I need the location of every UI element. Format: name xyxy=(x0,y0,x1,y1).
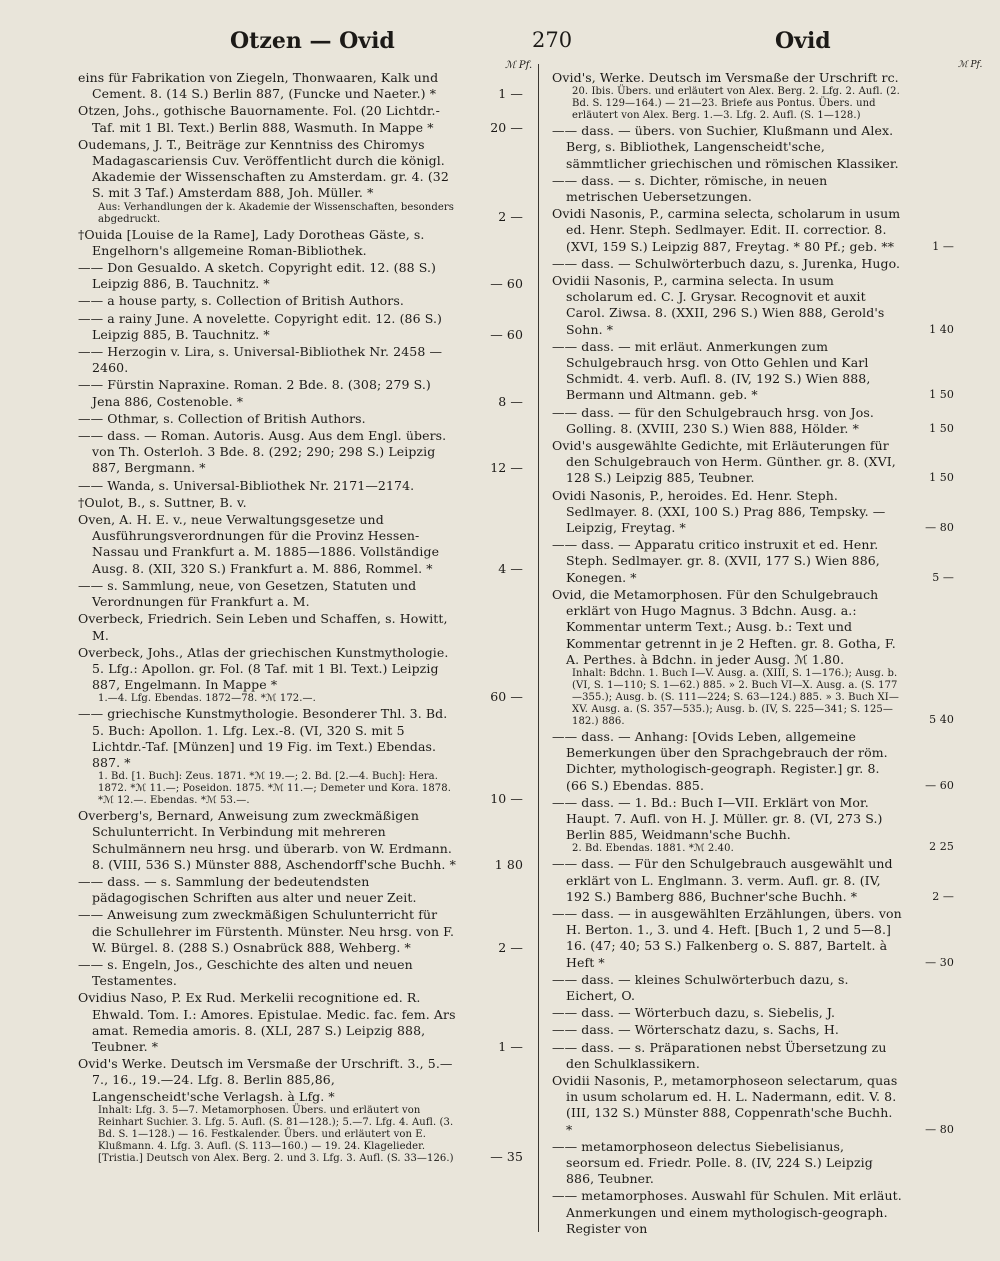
entry-note: Inhalt: Lfg. 3. 5—7. Metamorphosen. Übers. und erläutert von Reinhart Suchier. 3. Lfg. 5. Aufl. (S. 81—128.); 5.—7. Lfg. 4. Aufl. (3. Bd. S. 1—128.) — 16. Festkalender. Übers. und erläutert von E. Klußmann. 4. Lfg. 3. Aufl. (S. 113—160.) — 19. 24. Klagelieder. [Tristia.] Deutsch von Alex. Berg. 2. und 3. Lfg. 3. Aufl. (S. 33—126.) xyxy=(98,1104,454,1164)
entry-note: Aus: Verhandlungen der k. Akademie der Wissenschaften, besonders abgedruckt. xyxy=(98,201,454,225)
catalog-entry xyxy=(552,488,954,537)
entry-price: — 60 xyxy=(490,326,523,342)
catalog-entry xyxy=(78,907,523,956)
catalog-entry xyxy=(78,227,523,259)
page-header xyxy=(40,28,960,62)
entry-price: 5 — xyxy=(932,570,954,584)
column-divider xyxy=(538,64,539,1232)
entry-price: 1 80 xyxy=(494,856,523,872)
catalog-entry xyxy=(552,972,954,1004)
entry-price: 12 — xyxy=(490,460,523,476)
entry-text: Ovid's Werke. Deutsch im Versmaße der Urschrift. 3., 5.—7., 16., 19.—24. Lfg. 8. Berlin 885,86, Langenscheidt'sche Verlagsh. à Lfg. * xyxy=(78,1056,453,1104)
entry-text: Otzen, Johs., gothische Bauornamente. Fol. (20 Lichtdr.-Taf. mit 1 Bl. Text.) Berlin 888, Wasmuth. In Mappe * xyxy=(78,103,440,135)
catalog-entry xyxy=(78,578,523,610)
catalog-entry xyxy=(552,339,954,404)
catalog-entry xyxy=(552,173,954,205)
entry-text: Ovidi Nasonis, P., carmina selecta, scholarum in usum ed. Henr. Steph. Sedlmayer. Edit. II. correctior. 8. (XVI, 159 S.) Leipzig 887, Freytag. * 80 Pf.; geb. ** xyxy=(552,206,901,254)
entry-note: 1. Bd. [1. Buch]: Zeus. 1871. *ℳ 19.—; 2. Bd. [2.—4. Buch]: Hera. 1872. *ℳ 11.—; Poseidon. 1875. *ℳ 11.—; Demeter und Kora. 1878. *ℳ 12.—. Ebendas. *ℳ 53.—. xyxy=(98,771,452,807)
catalog-entry xyxy=(78,103,523,135)
entry-price: 2 — xyxy=(932,889,954,903)
entry-text: —— Othmar, s. Collection of British Authors. xyxy=(78,410,366,426)
catalog-entry xyxy=(78,478,523,494)
catalog-entry xyxy=(78,293,523,309)
catalog-entry xyxy=(78,512,523,577)
entry-text: —— dass. — Wörterbuch dazu, s. Siebelis, J. xyxy=(552,1005,836,1021)
catalog-entry xyxy=(78,957,523,989)
entry-text: —— a house party, s. Collection of British Authors. xyxy=(78,293,404,309)
catalog-entry xyxy=(78,495,523,511)
right-column xyxy=(552,70,954,1238)
entry-text: Overberg's, Bernard, Anweisung zum zweckmäßigen Schulunterricht. In Verbindung mit mehreren Schulmännern neu hrsg. und überarb. von W. Erdmann. 8. (VIII, 536 S.) Münster 888, Aschendorff'sche Buchh. * xyxy=(78,808,456,872)
catalog-entry xyxy=(552,537,954,586)
entry-text: Ovidii Nasonis, P., carmina selecta. In usum scholarum ed. C. J. Grysar. Recognovit et auxit Carol. Ziwsa. 8. (XXII, 296 S.) Wien 888, Gerold's Sohn. * xyxy=(552,273,885,337)
entry-text: —— dass. — Anhang: [Ovids Leben, allgemeine Bemerkungen über den Sprachgebrauch der röm. Dichter, mythologisch-geograph. Register.] gr. 8. (66 S.) Ebendas. 885. xyxy=(552,728,888,793)
entry-text: Oven, A. H. E. v., neue Verwaltungsgesetze und Ausführungsverordnungen für die Provinz Hessen-Nassau und Frankfurt a. M. 1885—1886. Vollständige Ausg. 8. (XII, 320 S.) Frankfurt a. M. 886, Rommel. * xyxy=(78,512,440,576)
entry-price: 1 — xyxy=(498,1038,523,1054)
catalog-entry xyxy=(552,906,954,971)
entry-note: 1.—4. Lfg. Ebendas. 1872—78. *ℳ 172.—. xyxy=(98,693,316,705)
entry-price: 2 — xyxy=(498,939,523,955)
entry-text: —— Don Gesualdo. A sketch. Copyright edit. 12. (88 S.) Leipzig 886, B. Tauchnitz. * xyxy=(78,260,437,292)
catalog-entry xyxy=(552,206,954,255)
currency-header-left: ℳ Pf. xyxy=(505,60,533,71)
catalog-entry xyxy=(552,438,954,487)
entry-text: —— a rainy June. A novelette. Copyright edit. 12. (86 S.) Leipzig 885, B. Tauchnitz. * xyxy=(78,310,443,342)
left-column xyxy=(78,70,523,1166)
entry-text: Ovidi Nasonis, P., heroides. Ed. Henr. Steph. Sedlmayer. 8. (XXI, 100 S.) Prag 886, Tempsky. — Leipzig, Freytag. * xyxy=(552,487,886,536)
entry-text: —— dass. — für den Schulgebrauch hrsg. von Jos. Golling. 8. (XVIII, 230 S.) Wien 888, Hölder. * xyxy=(552,404,874,436)
catalog-entry xyxy=(552,70,954,122)
header-left-title: Otzen — Ovid xyxy=(230,28,395,54)
catalog-entry xyxy=(552,1005,954,1021)
entry-text: —— Herzogin v. Lira, s. Universal-Bibliothek Nr. 2458 — 2460. xyxy=(78,344,443,376)
entry-text: —— dass. — Wörterschatz dazu, s. Sachs, H. xyxy=(552,1022,839,1038)
currency-header-right: ℳ Pf. xyxy=(958,60,983,70)
entry-text: —— dass. — Für den Schulgebrauch ausgewählt und erklärt von L. Englmann. 3. verm. Aufl. gr. 8. (IV, 192 S.) Bamberg 886, Buchner'sche Buchh. * xyxy=(552,856,893,904)
catalog-entry xyxy=(552,1139,954,1188)
catalog-entry xyxy=(552,1073,954,1138)
entry-price: 1 50 xyxy=(929,421,954,435)
catalog-entry xyxy=(78,311,523,343)
entry-price: — 60 xyxy=(925,778,954,792)
catalog-entry xyxy=(78,428,523,477)
catalog-entry xyxy=(78,344,523,376)
entry-text: —— s. Engeln, Jos., Geschichte des alten und neuen Testamentes. xyxy=(78,956,413,989)
entry-text: Overbeck, Friedrich. Sein Leben und Schaffen, s. Howitt, M. xyxy=(78,611,448,643)
entry-price: — 80 xyxy=(925,521,954,535)
entry-text: —— metamorphoseon delectus Siebelisianus, seorsum ed. Friedr. Polle. 8. (IV, 224 S.) Leipzig 886, Teubner. xyxy=(552,1138,873,1187)
catalog-entry xyxy=(552,856,954,905)
catalog-entry xyxy=(78,137,523,226)
catalog-entry xyxy=(552,587,954,728)
entry-note: 20. Ibis. Übers. und erläutert von Alex. Berg. 2. Lfg. 2. Aufl. (2. Bd. S. 129—164.) — 21—23. Briefe aus Pontus. Übers. und erläutert von Alex. Berg. 1.—3. Lfg. 2. Aufl. (S. 1—128.) xyxy=(572,86,900,122)
entry-text: Ovid, die Metamorphosen. Für den Schulgebrauch erklärt von Hugo Magnus. 3 Bdchn. Ausg. a.: Kommentar unterm Text.; Ausg. b.: Text und Kommentar getrennt in je 2 Heften. gr. 8. Gotha, F. A. Perthes. à Bdchn. in jeder Ausg. ℳ 1.80. xyxy=(552,586,896,667)
catalog-entry xyxy=(552,123,954,172)
entry-text: —— dass. — s. Dichter, römische, in neuen metrischen Uebersetzungen. xyxy=(552,172,828,205)
catalog-entry xyxy=(552,1022,954,1038)
entry-text: Overbeck, Johs., Atlas der griechischen Kunstmythologie. 5. Lfg.: Apollon. gr. Fol. (8 Taf. mit 1 Bl. Text.) Leipzig 887, Engelmann. In Mappe * xyxy=(78,644,449,693)
catalog-entry xyxy=(78,70,523,102)
entry-text: —— s. Sammlung, neue, von Gesetzen, Statuten und Verordnungen für Frankfurt a. M. xyxy=(78,577,417,610)
entry-price: 5 40 xyxy=(929,712,954,726)
entry-text: —— dass. — in ausgewählten Erzählungen, übers. von H. Berton. 1., 3. und 4. Heft. [Buch 1, 2 und 5—8.] 16. (47; 40; 53 S.) Falkenberg o. S. 887, Bartelt. à Heft * xyxy=(552,905,902,970)
catalog-entry xyxy=(552,795,954,856)
entry-price: 4 — xyxy=(498,560,523,576)
entry-note: 2. Bd. Ebendas. 1881. *ℳ 2.40. xyxy=(572,843,734,855)
catalog-entry xyxy=(552,405,954,437)
entry-text: —— dass. — mit erläut. Anmerkungen zum Schulgebrauch hrsg. von Otto Gehlen und Karl Schmidt. 4. verb. Aufl. 8. (IV, 192 S.) Wien 888, Bermann und Altmann. geb. * xyxy=(552,338,871,403)
catalog-entry xyxy=(552,1040,954,1072)
catalog-entry xyxy=(78,611,523,643)
entry-text: —— Anweisung zum zweckmäßigen Schulunterricht für die Schullehrer im Fürstenth. Münster. Neu hrsg. von F. W. Bürgel. 8. (288 S.) Osnabrück 888, Wehberg. * xyxy=(78,907,455,955)
entry-text: —— dass. — s. Präparationen nebst Übersetzung zu den Schulklassikern. xyxy=(552,1039,887,1071)
catalog-entry xyxy=(552,1188,954,1237)
entry-price: — 35 xyxy=(490,1148,523,1164)
entry-text: —— dass. — Schulwörterbuch dazu, s. Jurenka, Hugo. xyxy=(552,255,901,271)
entry-price: 8 — xyxy=(498,393,523,409)
entry-price: 1 — xyxy=(498,86,523,102)
entry-price: 2 25 xyxy=(929,840,954,854)
entry-price: 1 50 xyxy=(929,388,954,402)
catalog-entry xyxy=(78,808,523,873)
entry-text: —— dass. — 1. Bd.: Buch I—VII. Erklärt von Mor. Haupt. 7. Aufl. von H. J. Müller. gr. 8. (VI, 273 S.) Berlin 885, Weidmann'sche Buchh. xyxy=(552,794,883,843)
entry-text: Ovidius Naso, P. Ex Rud. Merkelii recognitione ed. R. Ehwald. Tom. I.: Amores. Epistulae. Medic. fac. fem. Ars amat. Remedia amoris. 8. (XLI, 287 S.) Leipzig 888, Teubner. * xyxy=(78,990,456,1054)
entry-text: —— griechische Kunstmythologie. Besonderer Thl. 3. Bd. 5. Buch: Apollon. 1. Lfg. Lex.-8. (VI, 320 S. mit 5 Lichtdr.-Taf. [Münzen] und 19 Fig. im Text.) Ebendas. 887. * xyxy=(78,706,448,770)
entry-text: —— dass. — übers. von Suchier, Klußmann und Alex. Berg, s. Bibliothek, Langenscheidt'sche, sämmtlicher griechischen und römischen Klassiker. xyxy=(552,123,899,171)
entry-price: 10 — xyxy=(490,790,523,806)
entry-text: —— dass. — Roman. Autoris. Ausg. Aus dem Engl. übers. von Th. Osterloh. 3 Bde. 8. (292; 290; 298 S.) Leipzig 887, Bergmann. * xyxy=(78,428,447,476)
catalog-entry xyxy=(78,874,523,906)
entry-text: Ovidii Nasonis, P., metamorphoseon selectarum, quas in usum scholarum ed. H. L. Nadermann, edit. V. 8. (III, 132 S.) Münster 888, Coppenrath'sche Buchh. * xyxy=(552,1072,898,1137)
catalog-entry xyxy=(78,706,523,807)
page-number: 270 xyxy=(532,28,573,52)
entry-text: †Ouida [Louise de la Rame], Lady Dorotheas Gäste, s. Engelhorn's allgemeine Roman-Bibliothek. xyxy=(78,226,425,258)
entry-text: —— dass. — Apparatu critico instruxit et ed. Henr. Steph. Sedlmayer. gr. 8. (XVII, 177 S.) Wien 886, Konegen. * xyxy=(552,537,880,585)
entry-price: 60 — xyxy=(490,689,523,705)
entry-price: 20 — xyxy=(490,119,523,135)
entry-text: —— dass. — kleines Schulwörterbuch dazu, s. Eichert, O. xyxy=(552,971,849,1003)
catalog-entry xyxy=(78,1056,523,1165)
entry-text: Ovid's ausgewählte Gedichte, mit Erläuterungen für den Schulgebrauch von Herm. Günther. gr. 8. (XVI, 128 S.) Leipzig 885, Teubner. xyxy=(552,438,896,486)
entry-text: —— metamorphoses. Auswahl für Schulen. Mit erläut. Anmerkungen und einem mythologisch-geograph. Register von xyxy=(552,1188,902,1236)
catalog-entry xyxy=(78,990,523,1055)
entry-price: — 60 xyxy=(490,276,523,292)
catalog-entry xyxy=(552,273,954,338)
catalog-entry xyxy=(552,729,954,794)
entry-text: —— Fürstin Napraxine. Roman. 2 Bde. 8. (308; 279 S.) Jena 886, Costenoble. * xyxy=(78,377,431,409)
catalog-entry xyxy=(78,260,523,292)
entry-price: 2 — xyxy=(498,209,523,225)
catalog-entry xyxy=(78,377,523,409)
entry-note: Inhalt: Bdchn. 1. Buch I—V. Ausg. a. (XIII, S. 1—176.); Ausg. b. (VI, S. 1—110; S. 1—62.) 885. » 2. Buch VI—X. Ausg. a. (S. 177—355.); Ausg. b. (S. 111—224; S. 63—124.) 885. » 3. Buch XI—XV. Ausg. a. (S. 357—535.); Ausg. b. (IV, S. 225—341; S. 125—182.) 886. xyxy=(572,667,899,727)
entry-text: eins für Fabrikation von Ziegeln, Thonwaaren, Kalk und Cement. 8. (14 S.) Berlin 887, (Funcke und Naeter.) * xyxy=(78,70,439,102)
catalog-entry xyxy=(552,256,954,272)
entry-text: Oudemans, J. T., Beiträge zur Kenntniss des Chiromys Madagascariensis Cuv. Veröffentlicht durch die königl. Akademie der Wissenschaften zu Amsterdam. gr. 4. (32 S. mit 3 Taf.) Amsterdam 888, Joh. Müller. * xyxy=(78,136,449,201)
entry-text: Ovid's, Werke. Deutsch im Versmaße der Urschrift rc. xyxy=(552,70,899,85)
header-right-title: Ovid xyxy=(775,28,831,54)
entry-price: 1 — xyxy=(932,239,954,253)
catalog-entry xyxy=(78,411,523,427)
catalog-entry xyxy=(78,645,523,706)
entry-text: †Oulot, B., s. Suttner, B. v. xyxy=(78,494,247,510)
entry-price: — 80 xyxy=(925,1122,954,1136)
entry-price: 1 40 xyxy=(929,322,954,336)
entry-price: — 30 xyxy=(925,955,954,969)
entry-price: 1 50 xyxy=(929,471,954,485)
entry-text: —— dass. — s. Sammlung der bedeutendsten pädagogischen Schriften aus alter und neuer Zeit. xyxy=(78,873,417,906)
entry-text: —— Wanda, s. Universal-Bibliothek Nr. 2171—2174. xyxy=(78,477,415,493)
